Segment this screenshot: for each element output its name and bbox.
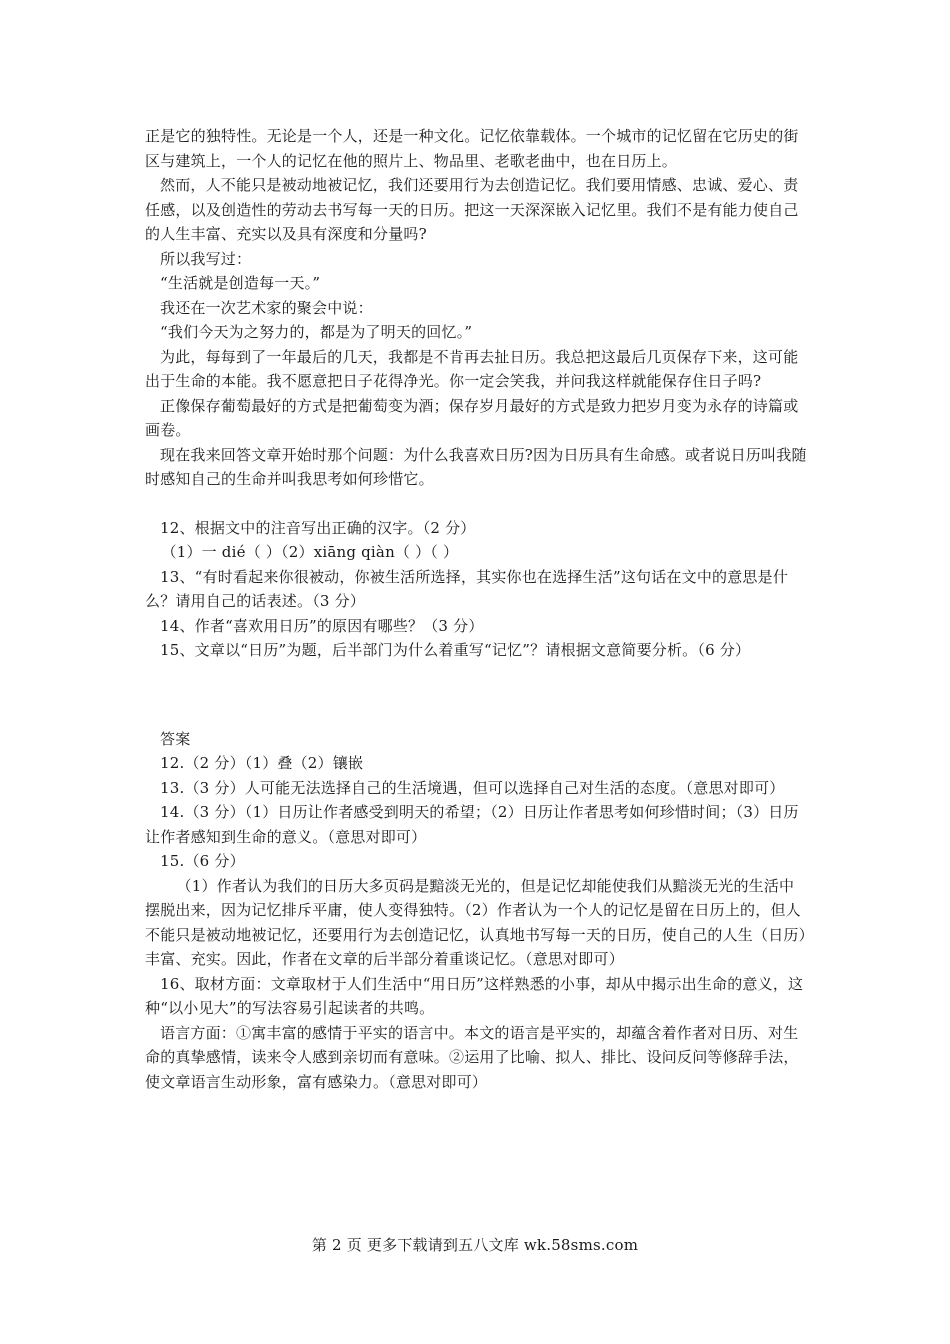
answer-15-heading: 15.（6 分） (160, 852, 245, 870)
answers-heading: 答案 (160, 729, 191, 748)
answer-16-language: 语言方面：①寓丰富的感情于平实的语言中。本文的语言是平实的，却蕴含着作者对日历、对生命的真挚感情，读来令人感到亲切而有意味。②运用了比喻、拟人、排比、设问反问等修辞手法，使文章语言生动形象，富有感染力。（意思对即可） (145, 1023, 799, 1091)
paragraph-8: 正像保存葡萄最好的方式是把葡萄变为酒；保存岁月最好的方式是致力把岁月变为永存的诗篇或画卷。 (145, 396, 799, 439)
answer-14: 14.（3 分）（1）日历让作者感受到明天的希望；（2）日历让作者思考如何珍惜时间；（3）日历让作者感知到生命的意义。（意思对即可） (145, 803, 799, 846)
paragraph-7: 为此，每每到了一年最后的几天，我都是不肯再去扯日历。我总把这最后几页保存下来，这可能出于生命的本能。我不愿意把日子花得净光。你一定会笑我，并问我这样就能保存住日子吗? (145, 347, 799, 390)
paragraph-9: 现在我来回答文章开始时那个问题：为什么我喜欢日历?因为日历具有生命感。或者说日历叫我随时感知自己的生命并叫我思考如何珍惜它。 (145, 445, 807, 488)
quote-1: “生活就是创造每一天。” (160, 274, 321, 292)
spacer (145, 492, 809, 516)
question-12-sub: （1）一 dié（ ）（2）xiāng qiàn（ ）（ ） (161, 543, 459, 561)
question-13: 13、“有时看起来你很被动，你被生活所选择，其实你也在选择生活”这句话在文中的意思是什么？请用自己的话表述。（3 分） (145, 567, 789, 610)
question-15: 15、文章以“日历”为题，后半部门为什么着重写“记忆”？请根据文意简要分析。（6 分） (160, 641, 751, 659)
document-body (145, 124, 809, 1094)
answer-12: 12.（2 分）（1）叠（2）镶嵌 (160, 754, 364, 772)
paragraph-3: 所以我写过： (160, 249, 252, 268)
answer-16: 16、取材方面：文章取材于人们生活中“用日历”这样熟悉的小事，却从中揭示出生命的意义，这种“以小见大”的写法容易引起读者的共鸣。 (145, 974, 804, 1017)
question-12: 12、根据文中的注音写出正确的汉字。（2 分） (160, 518, 476, 537)
answer-15-body: （1）作者认为我们的日历大多页码是黯淡无光的，但是记忆却能使我们从黯淡无光的生活中摆脱出来，因为记忆排斥平庸，使人变得独特。（2）作者认为一个人的记忆是留在日历上的，但人不能只是被动地被记忆，还要用行为去创造记忆，认真地书写每一天的日历，使自己的人生（日历）丰富、充实。因此，作者在文章的后半部分着重谈记忆。（意思对即可） (145, 876, 807, 968)
paragraph-5: 我还在一次艺术家的聚会中说： (160, 298, 373, 317)
question-14: 14、作者“喜欢用日历”的原因有哪些？（3 分） (160, 616, 484, 635)
spacer (145, 663, 809, 727)
paragraph-2: 然而，人不能只是被动地被记忆，我们还要用行为去创造记忆。我们要用情感、忠诚、爱心、责任感，以及创造性的劳动去书写每一天的日历。把这一天深深嵌入记忆里。我们不是有能力使自己的人生丰富、充实以及具有深度和分量吗? (145, 176, 799, 243)
paragraph-1: 正是它的独特性。无论是一个人，还是一种文化。记忆依靠载体。一个城市的记忆留在它历史的街区与建筑上，一个人的记忆在他的照片上、物品里、老歌老曲中，也在日历上。 (145, 127, 799, 170)
quote-2: “我们今天为之努力的，都是为了明天的回忆。” (160, 323, 473, 341)
page-footer: 第 2 页 更多下载请到五八文库 wk.58sms.com (311, 1236, 639, 1254)
answer-13: 13.（3 分）人可能无法选择自己的生活境遇，但可以选择自己对生活的态度。（意思对即可） (160, 778, 785, 797)
